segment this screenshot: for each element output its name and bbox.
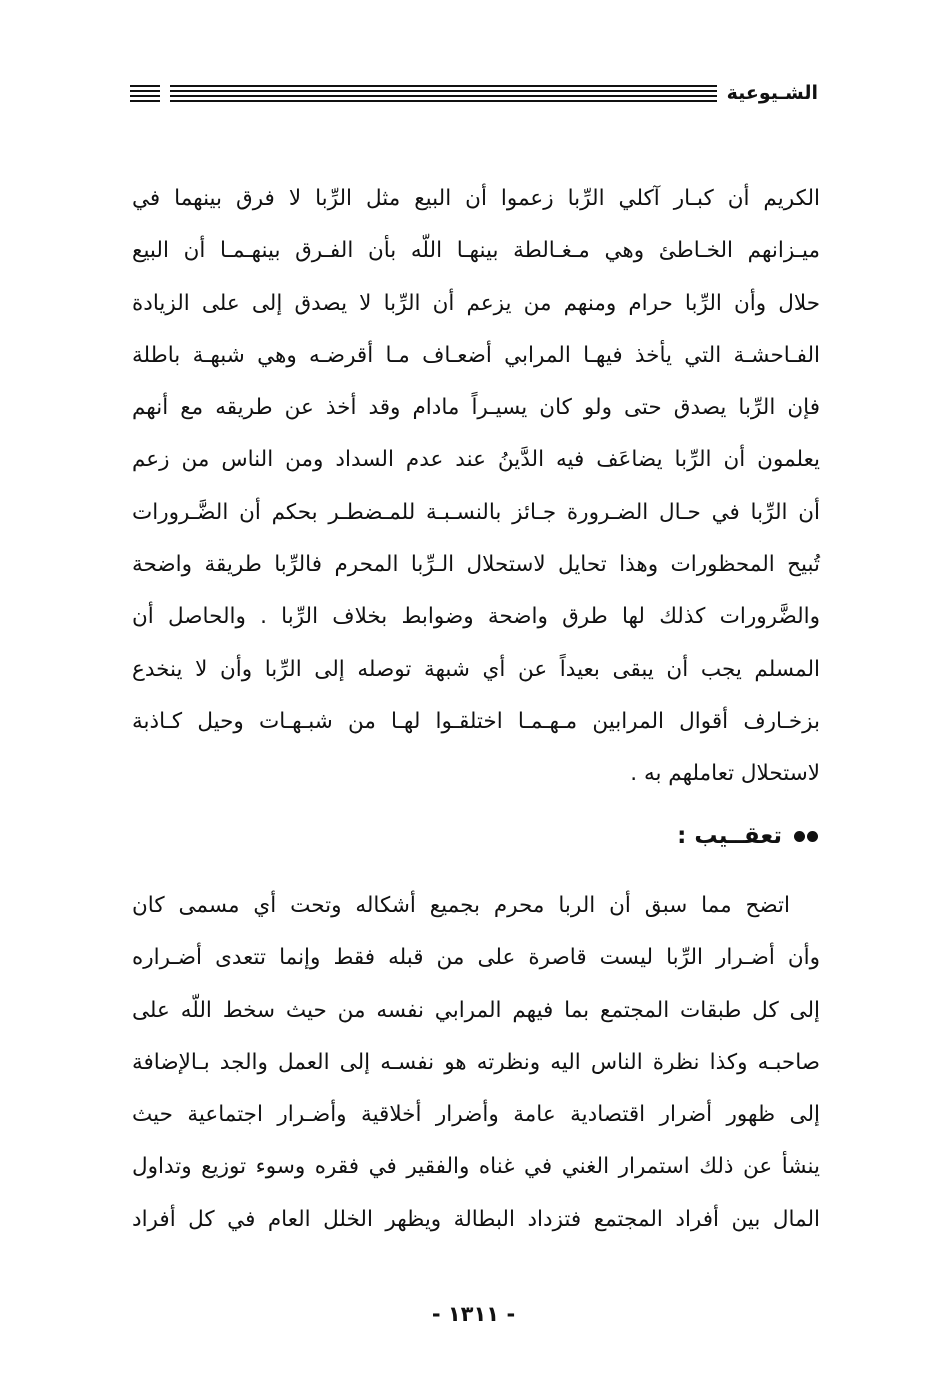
section-heading-label: تعقــيب : [677,823,782,849]
page-number: - ١٣١١ - [431,1302,516,1326]
section-heading [600,816,818,856]
text-line: ينشأ عن ذلك استمرار الغني في غناه والفقير في فقره وسوء توزيع وتداول [132,1154,820,1180]
text-line: بزخـارف أقوال المرابين مـهـمـا اختلقـوا لهـا من شبـهـات وحيل كـاذبة [132,708,820,734]
text-line: ميـزانهم الخـاطئ وهي مـغـالطة بينهـا اللّه بأن الفـرق بينهـمـا أن البيع [132,238,820,264]
text-line: المسلم يجب أن يبقى بعيداً عن أي شبهة توصله إلى الرِّبا وأن لا ينخدع [132,656,820,682]
header-rule-long [170,85,717,102]
text-line: الكريم أن كبـار آكلي الرِّبا زعموا أن البيع مثل الرِّبا لا فرق بينهما في [132,186,820,211]
paragraph-1 [132,173,820,801]
text-line: إلى كل طبقات المجتمع بما فيهم المرابي نفسه من حيث سخط اللّه على [132,997,820,1023]
text-line: إلى ظهور أضرار اقتصادية عامة وأضرار أخلاقية وأضـرار اجتماعية حيث [132,1102,820,1128]
text-line: أن الرِّبا في حـال الضـرورة جـائز بالنسـبـة للمـضطـر بحكم أن الضَّـرورات [132,499,820,525]
text-line: يعلمون أن الرِّبا يضاعَف فيه الدَّينُ عند عدم السداد ومن الناس من زعم [132,447,820,473]
text-line: لاستحلال تعاملهم به . [630,761,820,787]
text-line: حلال وأن الرِّبا حرام ومنهم من يزعم أن الرِّبا لا يصدق إلى على الزيادة [132,290,820,316]
text-line: الفـاحشـة التي يأخذ فيهـا المرابي أضعـاف مـا أقرضـه وهي شبهـة باطلة [132,342,820,368]
bullet-dots-icon [794,831,818,842]
paragraph-2 [132,880,820,1246]
header-rule-short [130,85,160,102]
text-line: اتضح مما سبق أن الربا محرم بجميع أشكاله وتحت أي مسمى كان [132,893,790,918]
header-title: الشـيوعية [726,82,818,104]
text-line: صاحبـه وكذا نظرة الناس اليه ونظرته هو نفسـه إلى العمل والجد بـالإضافة [132,1049,820,1075]
running-header [130,78,818,108]
text-line: والضَّرورات كذلك لها طرق واضحة وضوابط بخلاف الرِّبا . والحاصل أن [132,604,820,630]
text-line: وأن أضـرار الرِّبا ليست قاصرة على من قبله فقط وإنما تتعدى أضـراره [132,945,820,971]
text-line: المال بين أفراد المجتمع فتزداد البطالة ويظهر الخلل العام في كل أفراد [132,1206,820,1232]
text-line: تُبيح المحظورات وهذا تحايل لاستحلال الـرِّبا المحرم فالرِّبا طريقة واضحة [132,552,820,578]
text-line: فإن الرِّبا يصدق حتى ولو كان يسيـراً مادام وقد أخذ عن طريقه مع أنهم [132,395,820,421]
